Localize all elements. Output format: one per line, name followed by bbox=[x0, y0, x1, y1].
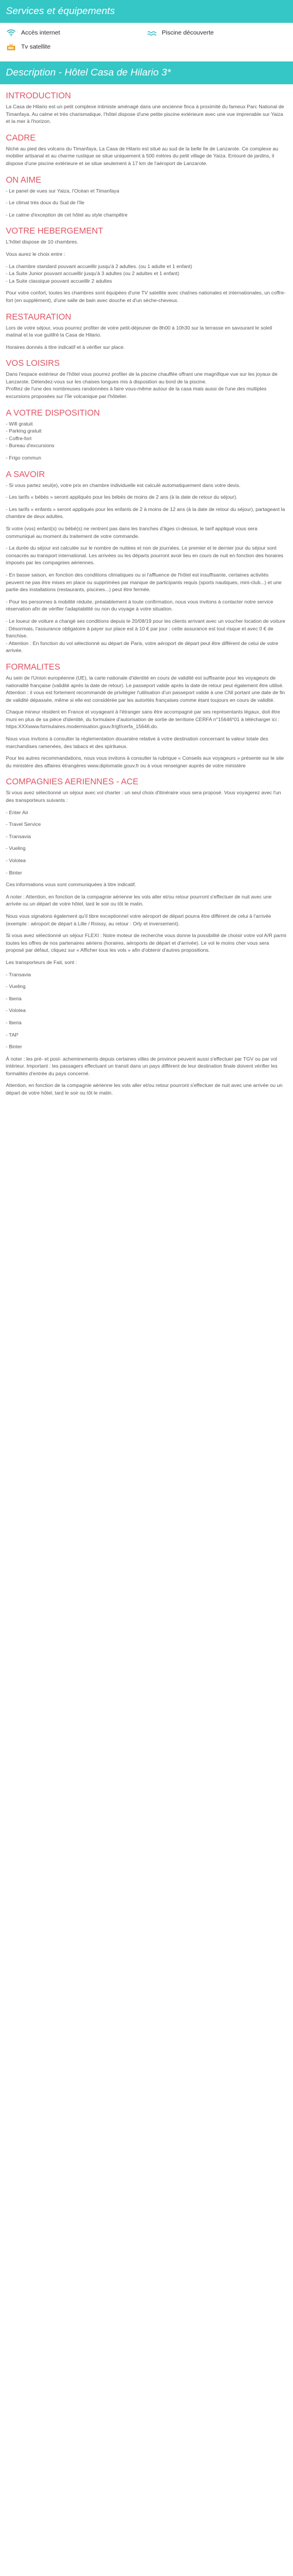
section-paragraph: Dans l'espace extérieur de l'hôtel vous pourrez profiter de la piscine chauffée offrant une magnifique vue sur les joyaux de Lanzarote. Détendez-vous sur les chaises longues mis à disposition au bord de la piscine. Profitez de l'une des nombreuses randonnées à faire vous-même autour de la casa mais aussi de l'une des multiples excursions proposées sur l'île volcanique par l'hôtelier. bbox=[6, 371, 278, 400]
section-paragraph: - Les tarifs « enfants » seront appliqués pour les enfants de 2 à moins de 12 ans (à la date de retour du séjour), partageant la chambre de deux adultes. bbox=[6, 506, 285, 520]
section-paragraph: - Iberia bbox=[6, 1019, 22, 1025]
section-heading: COMPAGNIES AERIENNES - ACE bbox=[6, 777, 139, 787]
section-paragraph: - TAP bbox=[6, 1031, 19, 1038]
section-paragraph: Chaque mineur résident en France et voyageant à l'étranger sans être accompagné par ses représentants légaux, doit être muni en plus de sa pièce d'identité, du formulaire d'autorisation de sortie de territoire CERFA n°15646*01 à télécharger ici : https:XXXwww.formulaires.modernisation.gouv.fr/gf/cerfa_15646.do. bbox=[6, 709, 280, 730]
section-paragraph: - Le calme d'exception de cet hôtel au style champêtre bbox=[6, 211, 128, 218]
section-paragraph: - La durée du séjour est calculée sur le nombre de nuitées et non de journées. Le premier et le dernier jour du séjour sont consacrés au transport international. Les arrivées ou les départs pourront avoir lieu en cours de nuit en fonction des horaires imposés par les compagnies aériennes. bbox=[6, 545, 284, 566]
section-paragraph: Ces informations vous sont communiquées à titre indicatif. bbox=[6, 881, 137, 888]
section-paragraph: - Enter Air bbox=[6, 809, 29, 815]
section-paragraph: - Volotea bbox=[6, 857, 26, 863]
section-paragraph: Nous vous signalons également qu'il tibre exceptionnel votre aéroport de départ pourra être différent de celui à l'arrivée (exemple : aéroport de départ à Lille / Roissy, au retour : Orly et inversement). bbox=[6, 913, 271, 927]
section-paragraph: Pour votre confort, toutes les chambres sont équipées d'une TV satellite avec chaînes nationales et internationales, un coffre-fort (en supplément), d'une salle de bain avec douche et d'un sèche-cheveux. bbox=[6, 290, 286, 303]
section-paragraph: - Transavia bbox=[6, 833, 31, 839]
section-paragraph: - Binter bbox=[6, 1044, 22, 1050]
section-paragraph: Vous aurez le choix entre : bbox=[6, 251, 66, 257]
section-paragraph: - Pour les personnes à mobilité réduite, préalablement à toute confirmation, nous vous invitons à contacter notre service réservation afin de vérifier l'adaptabilité ou non du voyage à votre situation. bbox=[6, 598, 274, 612]
service-item-internet bbox=[6, 29, 146, 37]
pool-icon bbox=[146, 29, 157, 37]
section-paragraph: Lors de votre séjour, vous pourrez profiter de votre petit-déjeuner de 8h00 à 10h30 sur la terrasse en savourant le soleil matinal et la vue guilifré la Casa de Hilario. bbox=[6, 324, 272, 338]
service-label: Accès internet bbox=[21, 29, 60, 36]
section-heading: VOS LOISIRS bbox=[6, 359, 60, 369]
section-heading: CADRE bbox=[6, 133, 36, 143]
section-paragraph: - En basse saison, en fonction des conditions climatiques ou si l'affluence de l'hôtel est insuffisante, certaines activités peuvent ne pas être mises en place ou supprimées par manque de participants requis (sports nautiques, mini-club...) et une partie des installations (restaurants, piscines...) peut être fermée. bbox=[6, 571, 282, 593]
section-paragraph: - Les tarifs « bébés » seront appliqués pour les bébés de moins de 2 ans (à la date de retour du séjour). bbox=[6, 494, 238, 500]
section-paragraph: À noter : les pré- et post- acheminements depuis certaines villes de province peuvent aussi s'effectuer par TGV ou par vol intérieur. Important : les passagers effectuant un transit dans un pays différent de leur destination finale doivent vérifier les formalités d'entrée du pays concerné. bbox=[6, 1055, 278, 1076]
section-paragraph: Si vous avez sélectionné un séjour FLEXI : Notre moteur de recherche vous donne la possibilité de choisir votre vol A/R parmi toutes les offres de nos partenaires aériens (horaires, aéroports de départ et d'arrivée). Le vol le moins cher vous sera proposé par défaut, cliquez sur « Afficher tous les vols » afin d'obtenir d'autres propositions. bbox=[6, 932, 287, 953]
section-paragraph: - Volotea bbox=[6, 1007, 26, 1014]
tv-icon bbox=[6, 43, 16, 51]
section-heading: A SAVOIR bbox=[6, 469, 45, 479]
section-paragraph: Nous vous invitons à consulter la réglementation douanière relative à votre destination concernant la valeur totale des marchandises ramenées, des tabacs et des spiritueux. bbox=[6, 736, 268, 749]
section-paragraph: - Le loueur de voiture a changé ses conditions depuis le 20/08/19 pour les clients arrivant avec un voucher location de voiture : Désormais, l'assurance obligatoire à payer sur place est à 10 € par jour : cette assurance est tout risque et avec 0 € de franchise. - Attention : En fonction du vol sélectionné au départ de Paris, votre aéroport de départ peut être différent de celui de votre arrivée. bbox=[6, 618, 285, 654]
service-item-pool bbox=[146, 29, 287, 37]
description-content bbox=[0, 84, 293, 1113]
section-paragraph: - Transavia bbox=[6, 971, 31, 977]
section-paragraph: Les transporteurs de Fait, sont : bbox=[6, 959, 77, 965]
section-heading: ON AIME bbox=[6, 175, 42, 185]
wifi-icon bbox=[6, 29, 16, 37]
section-heading: FORMALITES bbox=[6, 662, 60, 672]
section-paragraph: Si votre (vos) enfant(s) ou bébé(s) ne rentrent pas dans les tranches d'âges ci-dessus, le tarif appliqué vous sera communiqué au moment du traitement de votre commande. bbox=[6, 526, 258, 539]
section-paragraph: Horaires donnés à titre indicatif et à vérifier sur place. bbox=[6, 344, 125, 350]
section-paragraph: - La chambre standard pouvant accueillir jusqu'à 2 adultes. (ou 1 adulte et 1 enfant) - La Suite Junior pouvant accueillir jusqu'à 3 adultes (ou 2 adultes et 1 enfant) - La Suite classique pouvant accueillir 2 adultes bbox=[6, 263, 192, 284]
section-paragraph: Au sein de l'Union européenne (UE), la carte nationale d'identité en cours de validité est suffisante pour les voyageurs de nationalité française (validité après la date de retour). Le passeport valide après la date de retour peut également être utilisé. Attention : il vous est fortement recommandé de privilégier l'utilisation d'un passeport valide à une CNI portant une date de fin de validité dépassée, même si elle est considérée par les autorités françaises comme étant toujours en cours de validité. bbox=[6, 674, 285, 703]
description-title: Description - Hôtel Casa de Hilario 3* bbox=[0, 61, 293, 84]
section-paragraph: La Casa de Hilario est un petit complexe intimiste aménagé dans une ancienne finca à proximité du fameux Parc National de Timanfaya. Au calme et très charismatique, l'hôtel dispose d'une petite piscine extérieure avec une vue imprenable sur Yaiza et la mer à l'horizon. bbox=[6, 104, 284, 125]
section-paragraph: - Iberia bbox=[6, 995, 22, 1001]
section-paragraph: - Le panel de vues sur Yaiza, l'Océan et Timanfaya bbox=[6, 187, 120, 194]
section-paragraph: - Binter bbox=[6, 869, 22, 876]
service-label: Tv satellite bbox=[21, 43, 51, 50]
services-list bbox=[0, 23, 293, 56]
section-paragraph: - Vueling bbox=[6, 845, 26, 852]
section-paragraph: - Frigo commun bbox=[6, 455, 42, 461]
description-section bbox=[0, 61, 293, 1113]
section-paragraph: - Vueling bbox=[6, 983, 26, 990]
section-paragraph: Attention, en fonction de la compagnie aérienne les vols aller et/ou retour pourront s'effectuer de nuit avec une arrivée ou un départ de votre hôtel, tard le soir ou tôt le matin. bbox=[6, 1082, 283, 1096]
section-paragraph: - Si vous partez seul(e), votre prix en chambre individuelle est calculé automatiquement dans votre devis. bbox=[6, 482, 241, 488]
services-section bbox=[0, 0, 293, 56]
section-heading: RESTAURATION bbox=[6, 312, 71, 322]
services-title: Services et équipements bbox=[0, 0, 293, 23]
section-paragraph: Niché au pied des volcans du Timanfaya, La Casa de Hilario est situé au sud de la belle île de Lanzarote. Ce complexe au mobilier artisanal et au charme rustique se situe uniquement à 500 mètres du petit village de Yaiza. Entouré de jardins, il dispose d'une piscine extérieure et se situe seulement à 17 km de l'aéroport de Lanzarote. bbox=[6, 145, 278, 166]
section-paragraph: - Travel Service bbox=[6, 821, 41, 828]
section-heading: VOTRE HEBERGEMENT bbox=[6, 227, 103, 236]
section-paragraph: Si vous avez sélectionné un séjour avec vol charter : un seul choix d'itinéraire vous sera proposé. Vous voyagerez avec l'un des transporteurs suivants : bbox=[6, 790, 281, 804]
section-paragraph: - Wifi gratuit - Parking gratuit - Coffre-fort - Bureau d'excursions bbox=[6, 420, 54, 449]
section-paragraph: - Le climat très doux du Sud de l'île bbox=[6, 200, 84, 206]
section-heading: A VOTRE DISPOSITION bbox=[6, 408, 100, 418]
section-paragraph: A noter : Attention, en fonction de la compagnie aérienne les vols aller et/ou retour pourront s'effectuer de nuit avec une arrivée ou un départ de votre hôtel, tard le soir ou tôt le matin. bbox=[6, 893, 272, 907]
service-item-tv bbox=[6, 43, 146, 51]
section-heading: INTRODUCTION bbox=[6, 91, 71, 101]
service-label: Piscine découverte bbox=[162, 29, 214, 36]
section-paragraph: L'hôtel dispose de 10 chambres. bbox=[6, 239, 79, 245]
section-paragraph: Pour les autres recommandations, nous vous invitons à consulter la rubrique « Conseils aux voyageurs » présente sur le site du ministère des affaires étrangères www.diplomatie.gouv.fr ou à vous renseigner auprès de votre ministère bbox=[6, 755, 284, 769]
